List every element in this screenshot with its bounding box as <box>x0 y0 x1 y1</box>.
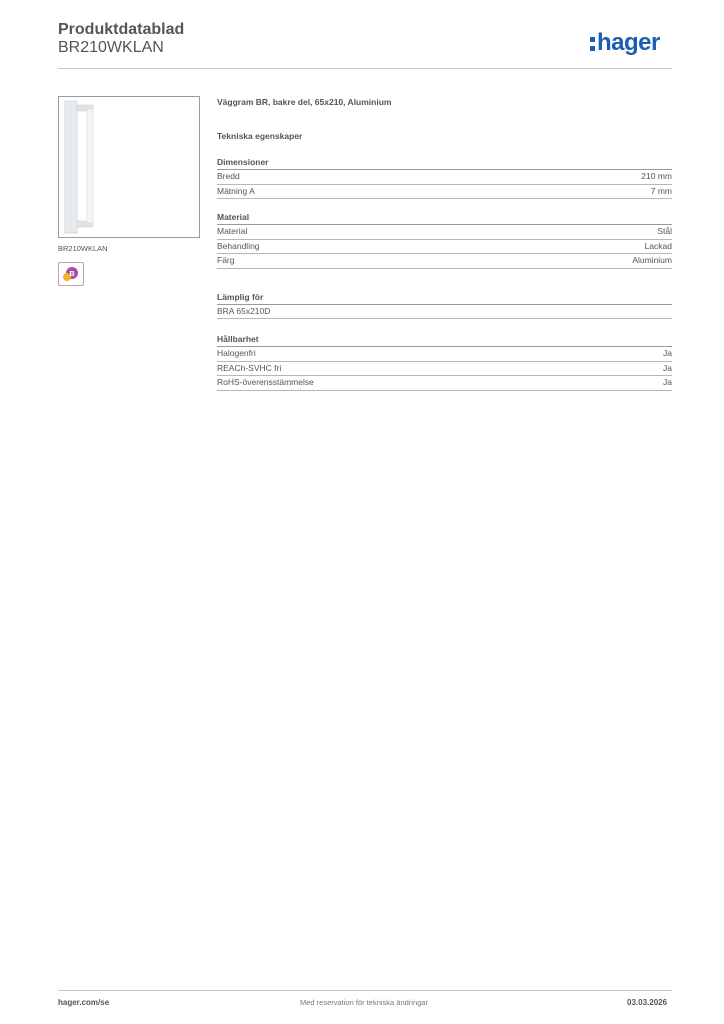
spec-value: Ja <box>663 377 672 387</box>
group-heading-material: Material <box>217 211 672 225</box>
group-heading-suitable-for: Lämplig för <box>217 291 672 305</box>
hager-logo <box>590 29 660 57</box>
spec-label: Behandling <box>217 240 260 251</box>
spec-row <box>217 254 672 269</box>
logo-colon-icon <box>590 37 595 51</box>
spec-row <box>217 347 672 362</box>
document-title: Produktdatablad <box>58 21 185 38</box>
spec-row <box>217 240 672 255</box>
spec-value: 210 mm <box>641 171 672 181</box>
spec-value: Ja <box>663 348 672 358</box>
spec-row <box>217 362 672 377</box>
logo-text: hager <box>597 29 660 56</box>
product-image <box>59 97 199 237</box>
spec-value: Lackad <box>644 240 672 251</box>
spec-label: BRA 65x210D <box>217 305 271 316</box>
spec-row <box>217 376 672 391</box>
eco-label-icon <box>58 262 84 286</box>
spec-row <box>217 305 672 320</box>
spec-row <box>217 185 672 200</box>
footer-divider <box>58 990 672 991</box>
product-image-frame <box>58 96 200 238</box>
spec-label: Bredd <box>217 171 240 181</box>
svg-text:B: B <box>69 271 75 278</box>
group-heading-dimensions: Dimensioner <box>217 156 672 170</box>
spec-label: Halogenfri <box>217 348 256 358</box>
spec-label: Mätning A <box>217 185 255 196</box>
image-caption: BR210WKLAN <box>58 244 108 253</box>
spec-row <box>217 170 672 185</box>
footer-date: 03.03.2026 <box>627 998 668 1007</box>
footer-disclaimer: Med reservation för tekniska ändringar <box>300 998 428 1007</box>
specification-content <box>217 96 672 391</box>
product-name: Väggram BR, bakre del, 65x210, Aluminium <box>217 97 392 107</box>
spec-value: Ja <box>663 362 672 373</box>
group-heading-sustainability: Hållbarhet <box>217 333 672 347</box>
header-divider <box>58 68 672 69</box>
spec-label: Färg <box>217 255 235 265</box>
spec-value: 7 mm <box>650 185 672 196</box>
spec-label: RoHS-överensstämmelse <box>217 377 314 387</box>
technical-heading: Tekniska egenskaper <box>217 131 303 141</box>
spec-label: Material <box>217 226 248 236</box>
footer-website-link[interactable]: hager.com/se <box>58 998 110 1007</box>
product-code: BR210WKLAN <box>58 39 164 56</box>
spec-label: REACh-SVHC fri <box>217 362 282 373</box>
spec-value: Stål <box>657 226 672 236</box>
spec-row <box>217 225 672 240</box>
spec-value: Aluminium <box>632 255 672 265</box>
